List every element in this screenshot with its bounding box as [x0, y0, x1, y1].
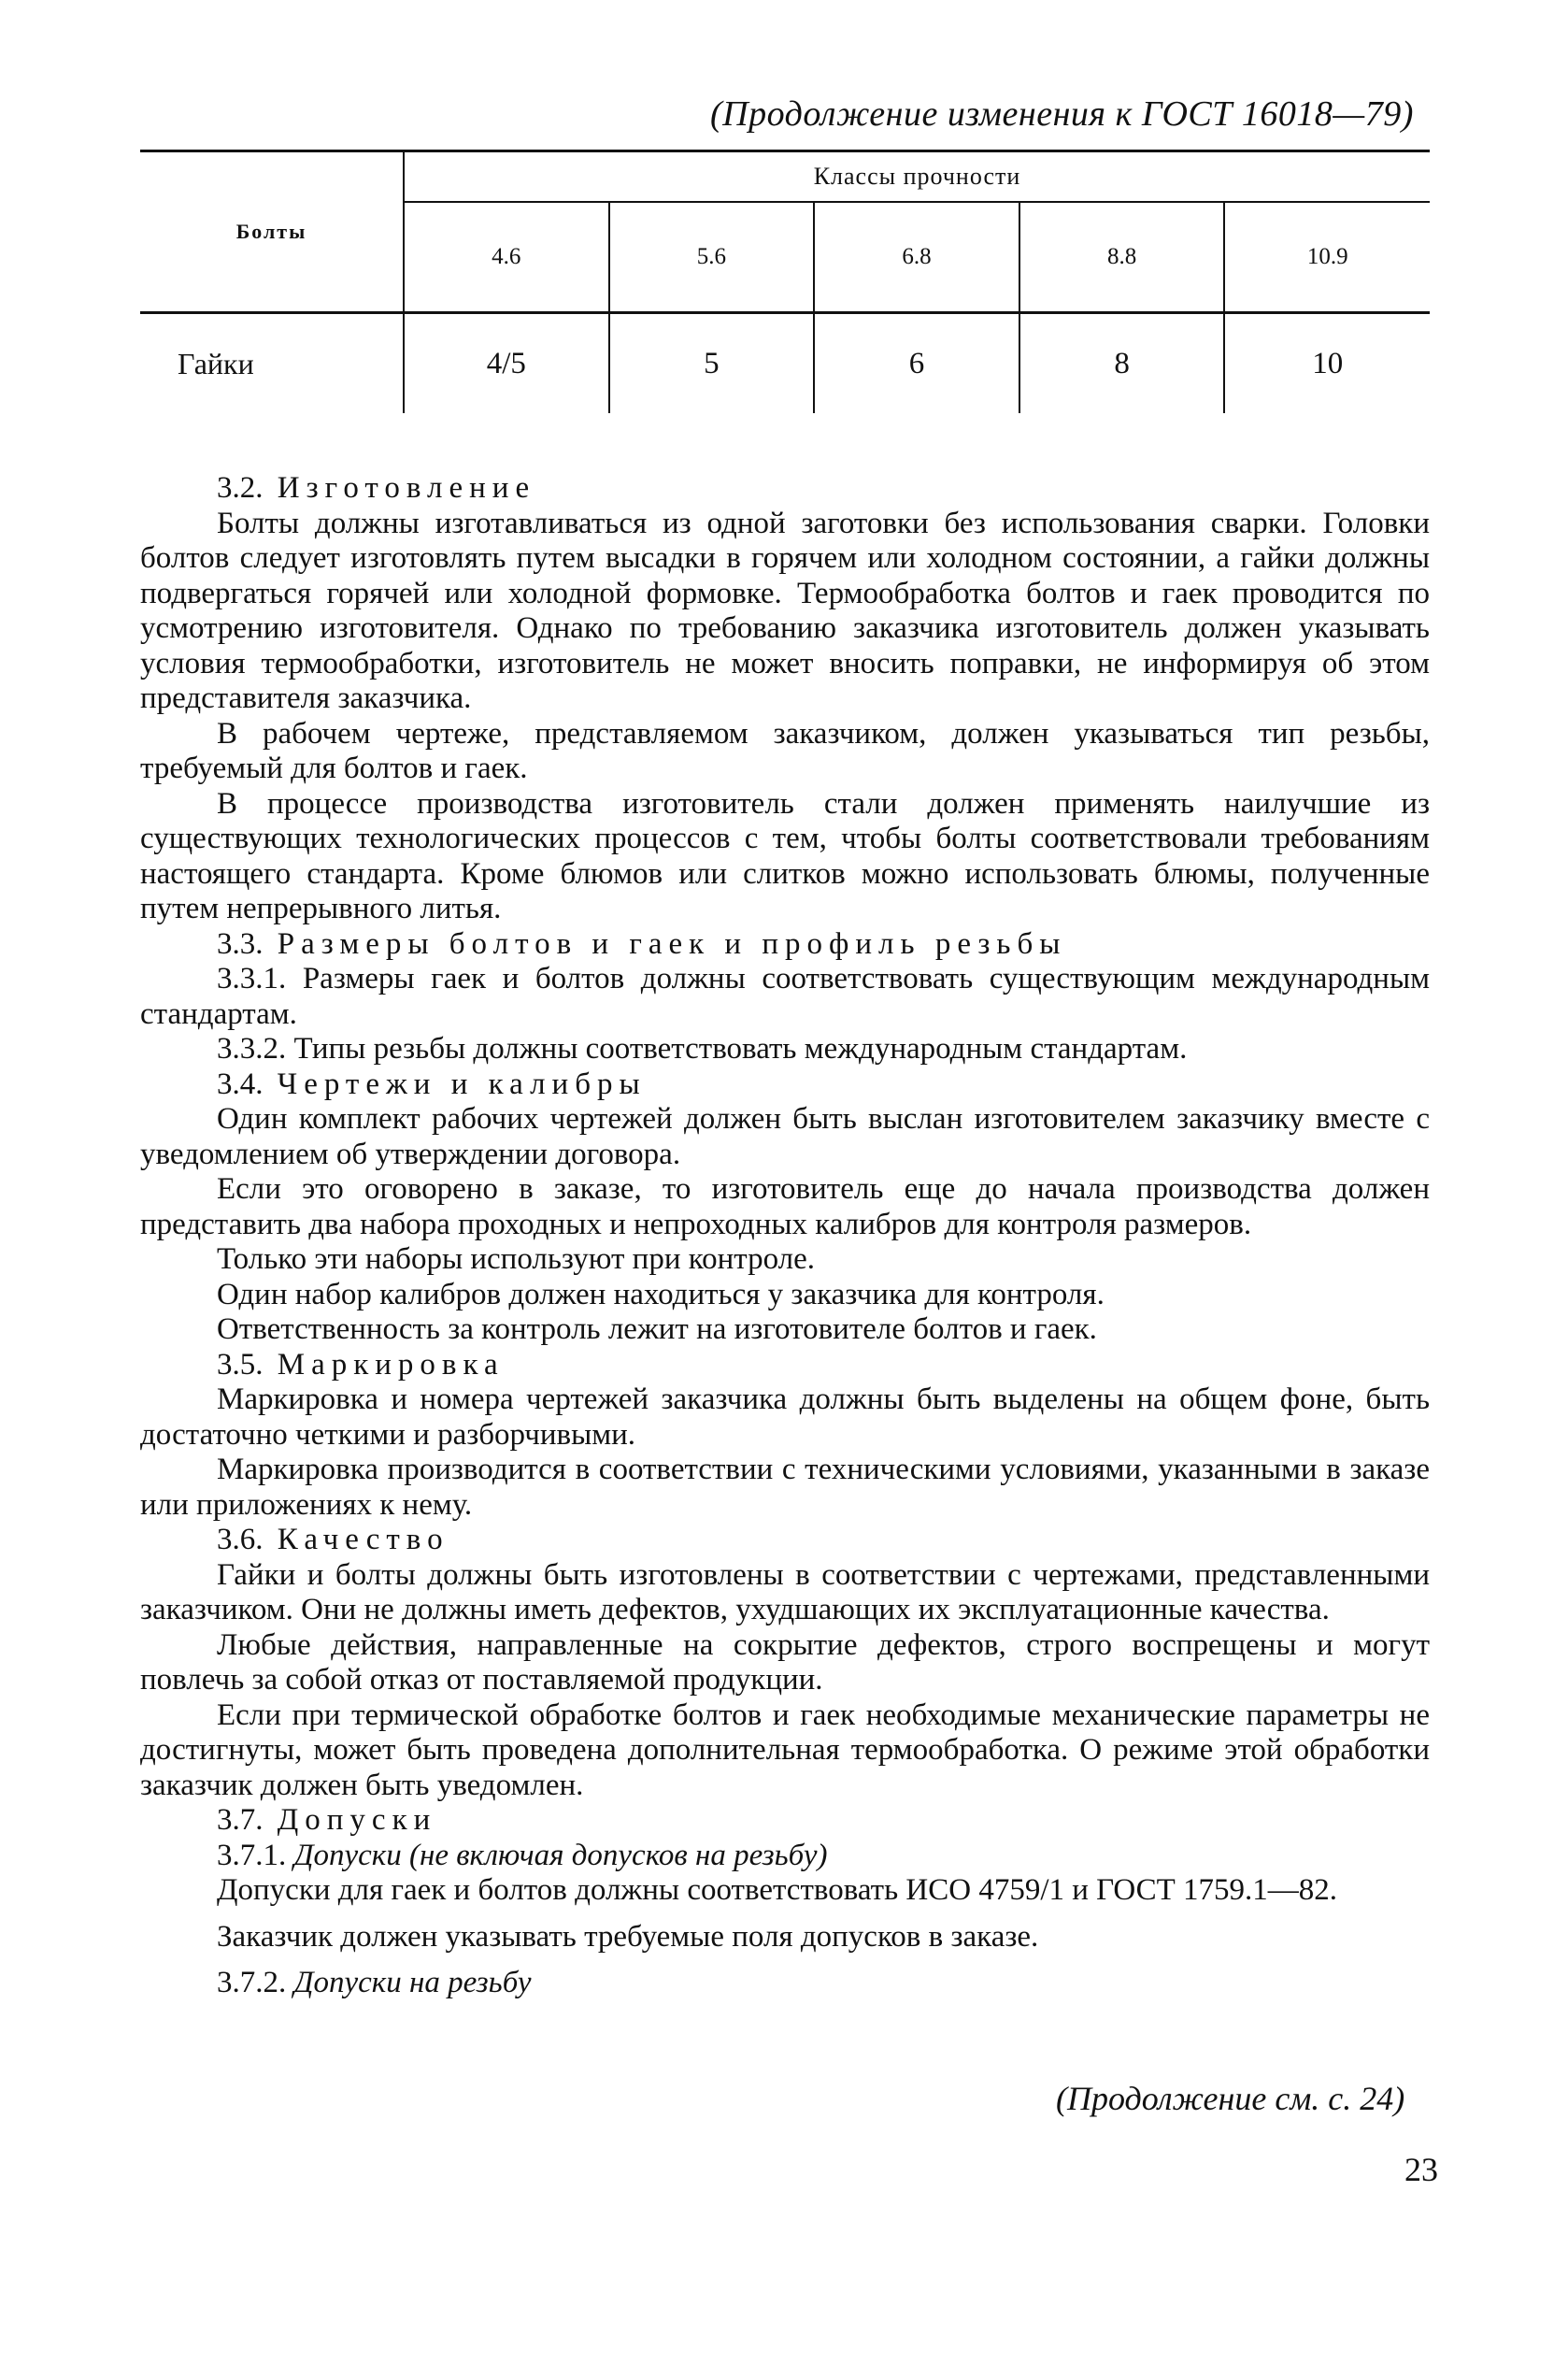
bolts-header: Болты: [140, 151, 404, 313]
paragraph: Заказчик должен указывать требуемые поля допусков в заказе.: [217, 1919, 1039, 1954]
document-body: [140, 471, 1430, 2001]
section-heading: [140, 1348, 1430, 1383]
section-title: Качество: [277, 1523, 449, 1556]
paragraph: Гайки и болты должны быть изготовлены в соответствии с чертежами, представленными заказчиком. Они не должны иметь дефектов, ухудшающих их эксплуатационные качества.: [140, 1557, 1430, 1626]
section-title: Допуски: [277, 1803, 437, 1837]
class-cell: 5.6: [609, 202, 815, 313]
subsection-heading: [140, 1966, 1430, 2001]
paragraph: Если это оговорено в заказе, то изготовитель еще до начала производства должен представить два набора проходных и непроходных калибров для контроля размеров.: [140, 1172, 1430, 1241]
subsection-title: Допуски на резьбу: [293, 1966, 532, 1999]
paragraph: Один набор калибров должен находиться у заказчика для контроля.: [217, 1277, 1105, 1311]
paragraph: Только эти наборы используют при контроле.: [217, 1242, 816, 1276]
continuation-note: (Продолжение см. с. 24): [1056, 2080, 1405, 2117]
paragraph: В процессе производства изготовитель стали должен применять наилучшие из существующих технологических процессов с тем, чтобы болты соответствовали требованиям настоящего стандарта. Кроме блюмов или слитков можно использовать блюмы, полученные путем непрерывного литья.: [140, 786, 1430, 925]
paragraph: Болты должны изготавливаться из одной заготовки без использования сварки. Головки болтов следует изготовлять путем высадки в горячем или холодном состоянии, а гайки должны подвергаться горячей или холодной формовке. Термообработка болтов и гаек проводится по усмотрению изготовителя. Однако по требованию заказчика изготовитель должен указывать условия термообработки, изготовитель не может вносить поправки, не информируя об этом представителя заказчика.: [140, 506, 1430, 715]
section-title: Изготовление: [277, 471, 536, 505]
paragraph: Если при термической обработке болтов и гаек необходимые механические параметры не достигнуты, может быть проведена дополнительная термообработка. О режиме этой обработки заказчик должен быть уведомлен.: [140, 1697, 1430, 1802]
nut-class-cell: 8: [1019, 313, 1225, 414]
nut-class-cell: 10: [1312, 346, 1344, 380]
section-title: Маркировка: [277, 1347, 505, 1382]
paragraph: Один комплект рабочих чертежей должен быть выслан изготовителем заказчику вместе с уведомлением об утверждении договора.: [140, 1102, 1430, 1171]
section-number: 3.4.: [217, 1067, 264, 1101]
class-cell: 6.8: [814, 202, 1019, 313]
paragraph: Допуски для гаек и болтов должны соответствовать ИСО 4759/1 и ГОСТ 1759.1—82.: [217, 1873, 1338, 1907]
section-heading: [140, 1067, 1430, 1103]
subsection-number: 3.7.1.: [217, 1838, 287, 1872]
running-header: (Продолжение изменения к ГОСТ 16018—79): [710, 94, 1414, 134]
subsection-heading: [140, 1839, 1430, 1874]
class-cell: 8.8: [1019, 202, 1225, 313]
subsection-number: 3.7.2.: [217, 1966, 287, 1999]
paragraph: Маркировка производится в соответствии с техническими условиями, указанными в заказе или приложениях к нему.: [140, 1453, 1430, 1522]
section-number: 3.5.: [217, 1347, 264, 1382]
nut-class-cell: 4/5: [404, 313, 609, 414]
nut-class-cell: 5: [609, 313, 815, 414]
section-number: 3.6.: [217, 1523, 264, 1556]
page-number: 23: [1404, 2151, 1438, 2188]
paragraph: Любые действия, направленные на сокрытие дефектов, строго воспрещены и могут повлечь за собой отказ от поставляемой продукции.: [140, 1627, 1430, 1697]
section-heading: [140, 1803, 1430, 1839]
nut-class-cell: 6: [814, 313, 1019, 414]
section-heading: [140, 471, 1430, 507]
strength-class-table: [140, 150, 1430, 413]
section-number: 3.2.: [217, 471, 264, 505]
strength-classes-header: Классы прочности: [404, 151, 1430, 203]
paragraph: В рабочем чертеже, представляемом заказчиком, должен указываться тип резьбы, требуемый для болтов и гаек.: [140, 716, 1430, 785]
subsection-title: Допуски (не включая допусков на резьбу): [293, 1838, 828, 1872]
class-cell: 4.6: [404, 202, 609, 313]
nuts-label: Гайки: [140, 313, 404, 414]
section-number: 3.7.: [217, 1803, 264, 1837]
paragraph: Маркировка и номера чертежей заказчика должны быть выделены на общем фоне, быть достаточно четкими и разборчивыми.: [140, 1382, 1430, 1452]
section-title: Чертежи и калибры: [277, 1067, 647, 1101]
section-heading: [140, 1523, 1430, 1558]
paragraph: 3.3.2. Типы резьбы должны соответствовать международным стандартам.: [217, 1032, 1188, 1066]
class-cell: 10.9: [1224, 202, 1430, 313]
section-heading: [140, 927, 1430, 963]
section-title: Размеры болтов и гаек и профиль резьбы: [277, 926, 1067, 961]
paragraph: Ответственность за контроль лежит на изготовителе болтов и гаек.: [217, 1312, 1097, 1346]
paragraph: 3.3.1. Размеры гаек и болтов должны соответствовать существующим международным стандартам.: [140, 962, 1430, 1031]
section-number: 3.3.: [217, 926, 264, 961]
